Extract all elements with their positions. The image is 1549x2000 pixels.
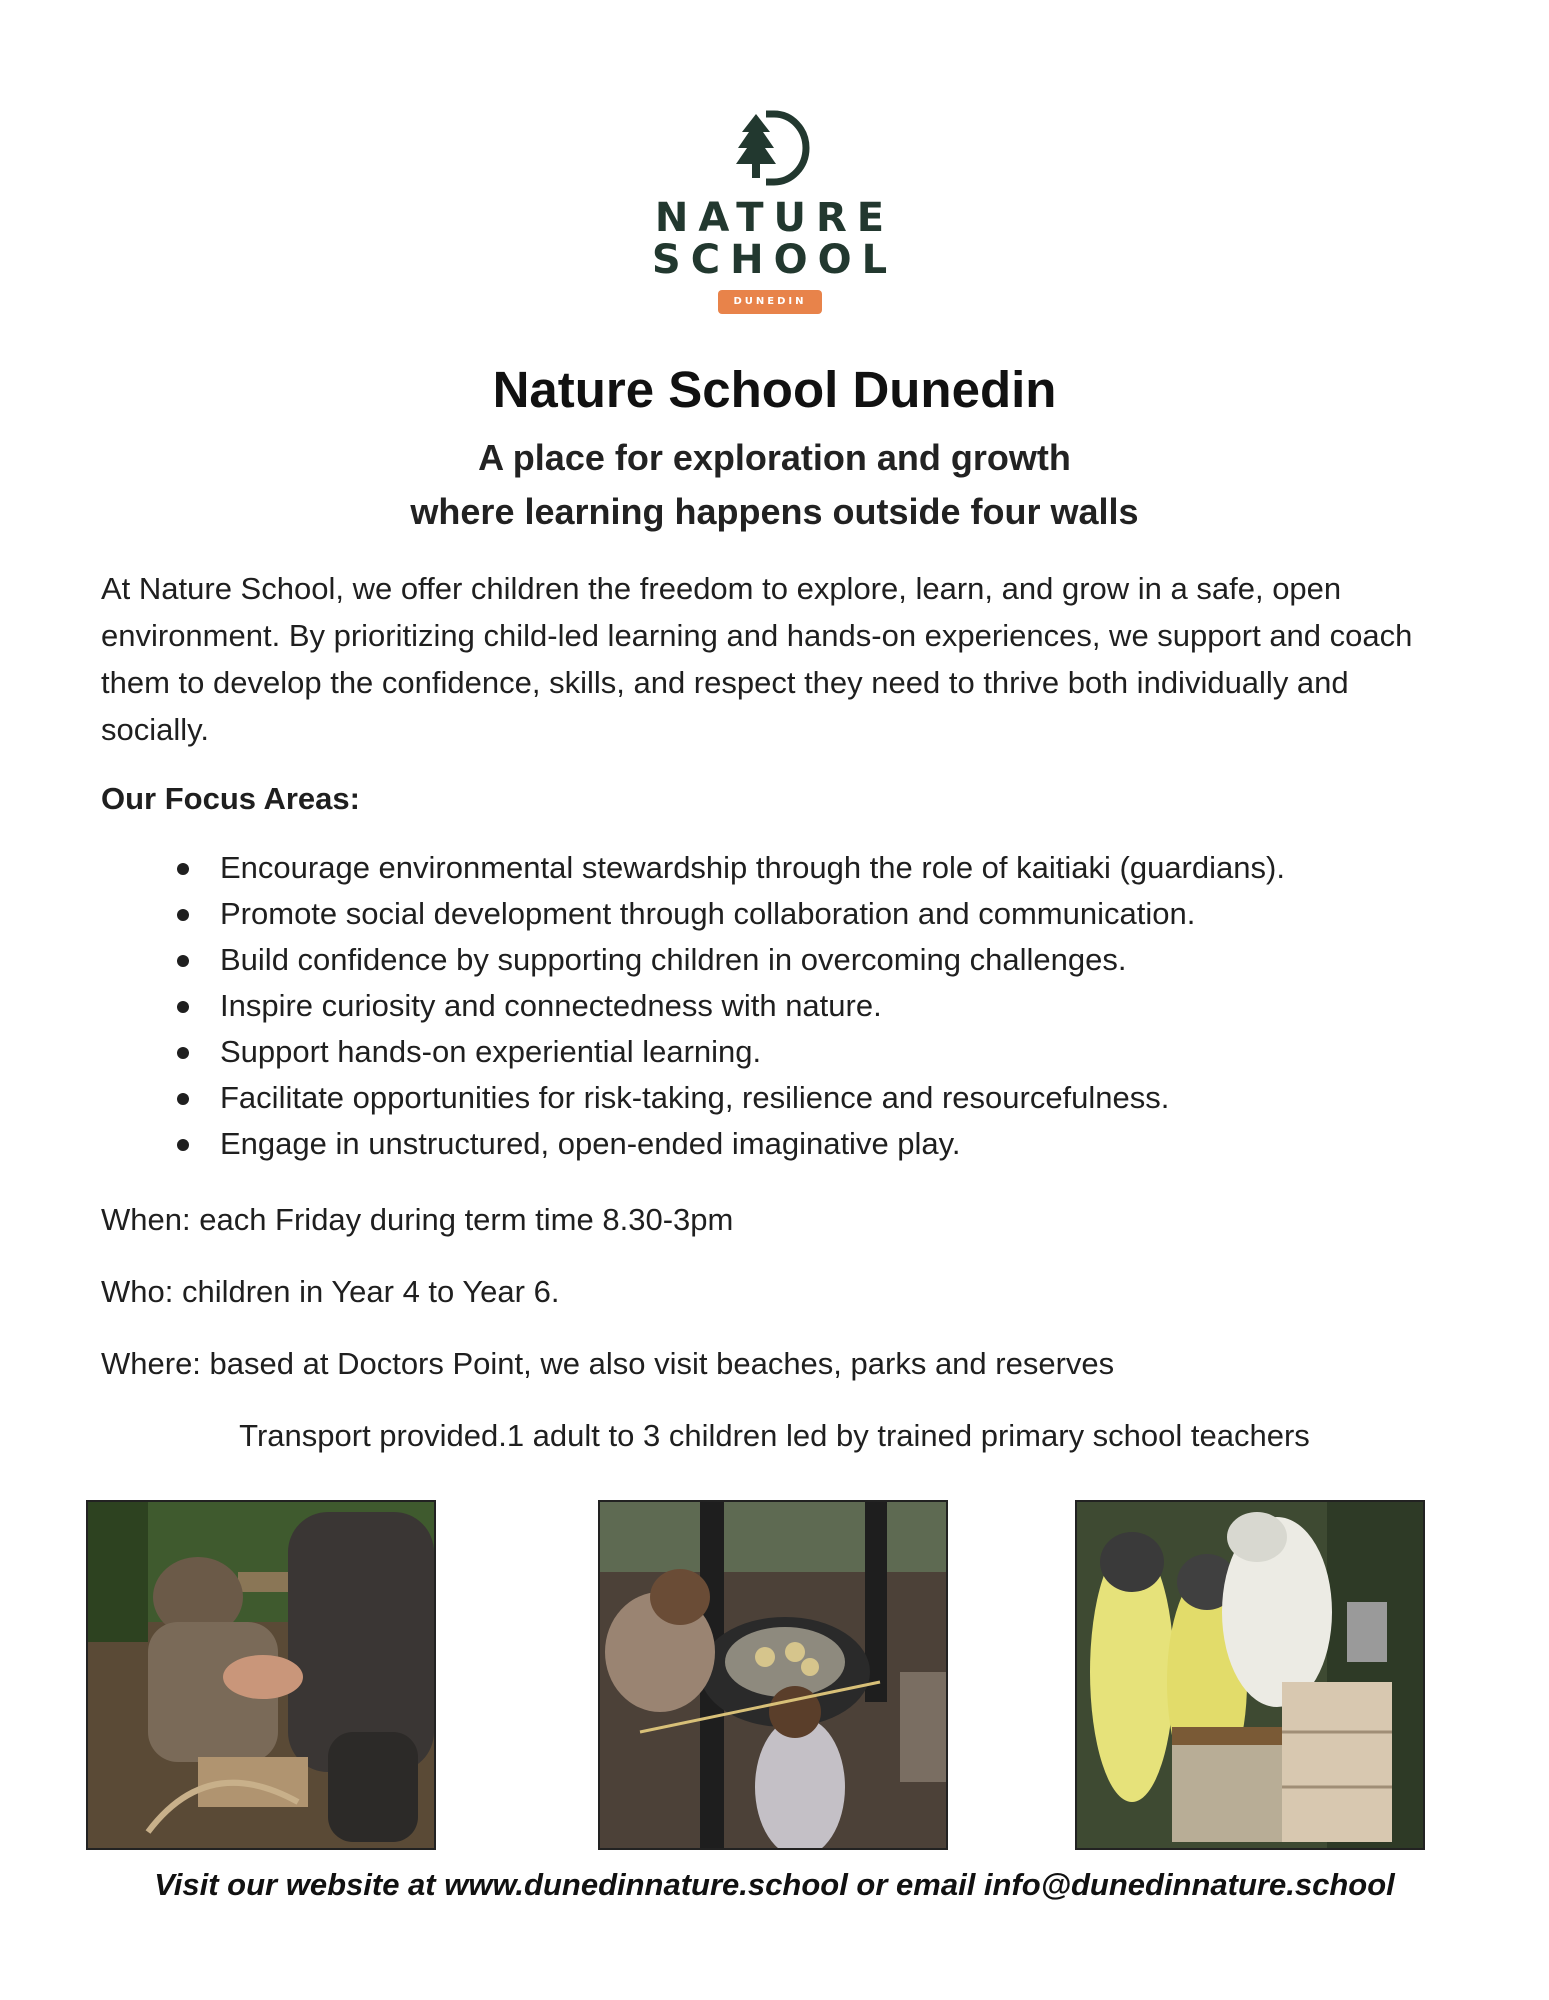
photo-woodwork <box>86 1500 436 1850</box>
who-text: Who: children in Year 4 to Year 6. <box>101 1274 560 1309</box>
logo-badge: DUNEDIN <box>718 290 822 314</box>
photo-campfire-cooking <box>598 1500 948 1850</box>
focus-list <box>175 845 1495 1167</box>
focus-item: Facilitate opportunities for risk-taking, resilience and resourcefulness. <box>175 1075 1495 1121</box>
page-title: Nature School Dunedin <box>492 361 1057 418</box>
logo <box>0 108 1549 318</box>
logo-wordmark-line1: NATURE <box>654 195 895 241</box>
subtitle-line-1: A place for exploration and growth <box>478 437 1071 478</box>
focus-item: Encourage environmental stewardship through the role of kaitiaki (guardians). <box>175 845 1495 891</box>
subtitle-line-2: where learning happens outside four walls <box>410 491 1139 532</box>
where-text: Where: based at Doctors Point, we also visit beaches, parks and reserves <box>101 1346 1115 1381</box>
when-text: When: each Friday during term time 8.30-3pm <box>101 1202 734 1237</box>
focus-item: Support hands-on experiential learning. <box>175 1029 1495 1075</box>
focus-item: Engage in unstructured, open-ended imaginative play. <box>175 1121 1495 1167</box>
footer-contact: Visit our website at www.dunedinnature.school or email info@dunedinnature.school <box>154 1867 1395 1902</box>
focus-item: Promote social development through collaboration and communication. <box>175 891 1495 937</box>
focus-heading: Our Focus Areas: <box>101 781 360 816</box>
photo-beekeeping <box>1075 1500 1425 1850</box>
focus-item: Build confidence by supporting children in overcoming challenges. <box>175 937 1495 983</box>
transport-text: Transport provided.1 adult to 3 children led by trained primary school teachers <box>239 1418 1310 1453</box>
tree-d-logo-icon <box>736 108 810 188</box>
logo-wordmark-line2: SCHOOL <box>651 237 898 283</box>
intro-paragraph: At Nature School, we offer children the freedom to explore, learn, and grow in a safe, open environment. By prioritizing child-led learning and hands-on experiences, we support and coach them to develop the confidence, skills, and respect they need to thrive both individually and socially. <box>101 571 1413 747</box>
focus-item: Inspire curiosity and connectedness with nature. <box>175 983 1495 1029</box>
